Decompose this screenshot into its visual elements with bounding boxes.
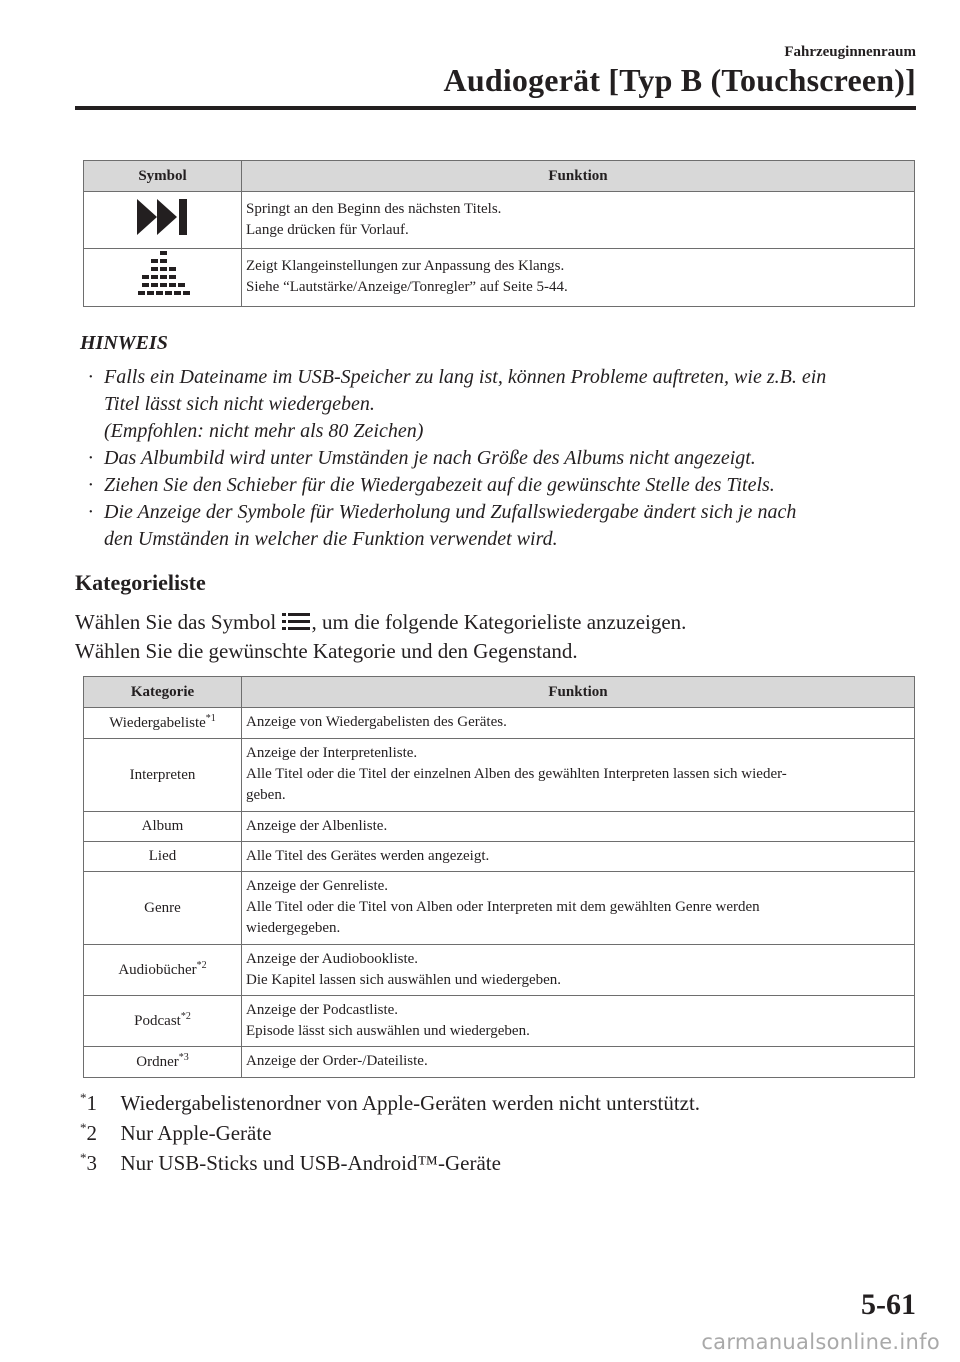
table-row — [84, 872, 915, 945]
footnote-ref: *2 — [180, 1010, 191, 1022]
intro-paragraph — [75, 608, 915, 666]
note-line: Ziehen Sie den Schieber für die Wiedergabezeit auf die gewünschte Stelle des Titels. — [104, 474, 775, 496]
category-cell — [84, 708, 242, 739]
function-line: Anzeige der Interpretenliste. — [246, 745, 418, 761]
function-cell — [242, 1047, 915, 1078]
function-cell — [242, 739, 915, 812]
note-list — [84, 364, 919, 553]
category-table — [83, 676, 915, 1078]
function-line: geben. — [246, 787, 286, 803]
note-heading: HINWEIS — [80, 332, 168, 354]
function-cell — [242, 842, 915, 872]
footnote-ref: *2 — [196, 959, 207, 971]
function-line: Die Kapitel lassen sich auswählen und wiedergeben. — [246, 972, 562, 988]
table-row — [84, 249, 915, 307]
intro-line — [75, 608, 915, 637]
function-line: Anzeige der Podcastliste. — [246, 1002, 399, 1018]
table-row — [84, 1047, 915, 1078]
column-header-function: Funktion — [242, 161, 915, 192]
column-header-symbol: Symbol — [84, 161, 242, 192]
category-cell — [84, 812, 242, 842]
function-cell — [242, 192, 915, 249]
intro-text: , um die folgende Kategorieliste anzuzeigen. — [311, 610, 687, 634]
footnote-text: Nur USB-Sticks und USB-Android™-Geräte — [120, 1151, 501, 1175]
bullet: · — [88, 501, 93, 523]
category-cell — [84, 739, 242, 812]
category-name: Wiedergabeliste — [109, 714, 206, 731]
category-cell — [84, 945, 242, 996]
category-name: Lied — [148, 848, 177, 864]
footnote — [80, 1148, 700, 1178]
function-cell — [242, 812, 915, 842]
note-item — [84, 499, 919, 553]
category-cell — [84, 1047, 242, 1078]
bullet: · — [88, 366, 93, 388]
note-item — [84, 472, 919, 499]
equalizer-icon — [135, 250, 191, 298]
note-item — [84, 364, 919, 445]
table-row — [84, 945, 915, 996]
note-item — [84, 445, 919, 472]
footnote-ref: *1 — [205, 712, 216, 724]
column-header-category: Kategorie — [84, 677, 242, 708]
table-row — [84, 708, 915, 739]
note-line: Die Anzeige der Symbole für Wiederholung und Zufallswiedergabe ändert sich je nach — [104, 501, 797, 523]
function-line: Springt an den Beginn des nächsten Titels. — [246, 201, 502, 217]
table-row — [84, 739, 915, 812]
function-line: Anzeige der Genreliste. — [246, 878, 389, 894]
function-line: Anzeige von Wiedergabelisten des Gerätes. — [246, 714, 507, 730]
function-cell — [242, 249, 915, 307]
function-line: Zeigt Klangeinstellungen zur Anpassung des Klangs. — [246, 258, 565, 274]
category-cell — [84, 872, 242, 945]
table-row — [84, 192, 915, 249]
header-rule — [75, 106, 916, 110]
footnotes — [80, 1088, 700, 1178]
function-line: wiedergegeben. — [246, 920, 341, 936]
footnote-number: 2 — [86, 1121, 97, 1145]
list-icon — [282, 612, 310, 632]
intro-line: Wählen Sie die gewünschte Kategorie und den Gegenstand. — [75, 639, 578, 663]
category-name: Audiobücher — [118, 961, 197, 978]
bullet: · — [88, 474, 93, 496]
footnote-mark: * — [80, 1150, 87, 1165]
table-row — [84, 812, 915, 842]
note-line: Das Albumbild wird unter Umständen je nach Größe des Albums nicht angezeigt. — [104, 447, 756, 469]
note-line: (Empfohlen: nicht mehr als 80 Zeichen) — [104, 420, 424, 442]
footnote-text: Wiedergabelistenordner von Apple-Geräten werden nicht unterstützt. — [120, 1091, 701, 1115]
function-line: Lange drücken für Vorlauf. — [246, 222, 409, 238]
function-line: Siehe “Lautstärke/Anzeige/Tonregler” auf Seite 5-44. — [246, 279, 568, 295]
bullet: · — [88, 447, 93, 469]
function-line: Alle Titel oder die Titel von Alben oder Interpreten mit dem gewählten Genre werden — [246, 899, 760, 915]
skip-next-icon — [137, 199, 189, 235]
note-line: den Umständen in welcher die Funktion verwendet wird. — [104, 528, 558, 550]
intro-text: Wählen Sie das Symbol — [75, 610, 277, 634]
function-line: Alle Titel des Gerätes werden angezeigt. — [246, 848, 490, 864]
function-cell — [242, 996, 915, 1047]
footnote — [80, 1088, 700, 1118]
column-header-function: Funktion — [242, 677, 915, 708]
symbol-table-header — [84, 161, 915, 192]
category-table-header — [84, 677, 915, 708]
symbol-table — [83, 160, 915, 307]
page-number: 5-61 — [861, 1288, 916, 1321]
note-line: Falls ein Dateiname im USB-Speicher zu lang ist, können Probleme auftreten, wie z.B. ein — [104, 366, 827, 388]
symbol-cell — [84, 249, 242, 307]
footnote-mark: * — [80, 1090, 87, 1105]
category-name: Ordner — [136, 1053, 179, 1070]
category-name: Genre — [144, 899, 181, 916]
function-cell — [242, 945, 915, 996]
page-title: Audiogerät [Typ B (Touchscreen)] — [443, 62, 916, 98]
function-line: Episode lässt sich auswählen und wiedergeben. — [246, 1023, 530, 1039]
footnote-number: 3 — [86, 1151, 97, 1175]
footnote-ref: *3 — [178, 1051, 189, 1063]
header-section-label: Fahrzeuginnenraum — [784, 44, 916, 60]
footnote — [80, 1118, 700, 1148]
category-cell — [84, 842, 242, 872]
symbol-cell — [84, 192, 242, 249]
category-cell — [84, 996, 242, 1047]
category-name: Album — [141, 818, 184, 834]
section-heading: Kategorieliste — [75, 570, 206, 595]
category-name: Interpreten — [129, 766, 196, 783]
watermark: carmanualsonline.info — [701, 1330, 940, 1354]
table-row — [84, 996, 915, 1047]
footnote-text: Nur Apple-Geräte — [120, 1121, 272, 1145]
function-line: Anzeige der Audiobookliste. — [246, 951, 419, 967]
function-line: Anzeige der Order-/Dateiliste. — [246, 1053, 428, 1069]
function-line: Anzeige der Albenliste. — [246, 818, 388, 834]
footnote-number: 1 — [86, 1091, 97, 1115]
note-line: Titel lässt sich nicht wiedergeben. — [104, 393, 375, 415]
function-cell — [242, 708, 915, 739]
table-row — [84, 842, 915, 872]
function-line: Alle Titel oder die Titel der einzelnen Alben des gewählten Interpreten lassen sich wieder- — [246, 766, 787, 782]
category-name: Podcast — [134, 1012, 181, 1029]
function-cell — [242, 872, 915, 945]
footnote-mark: * — [80, 1120, 87, 1135]
